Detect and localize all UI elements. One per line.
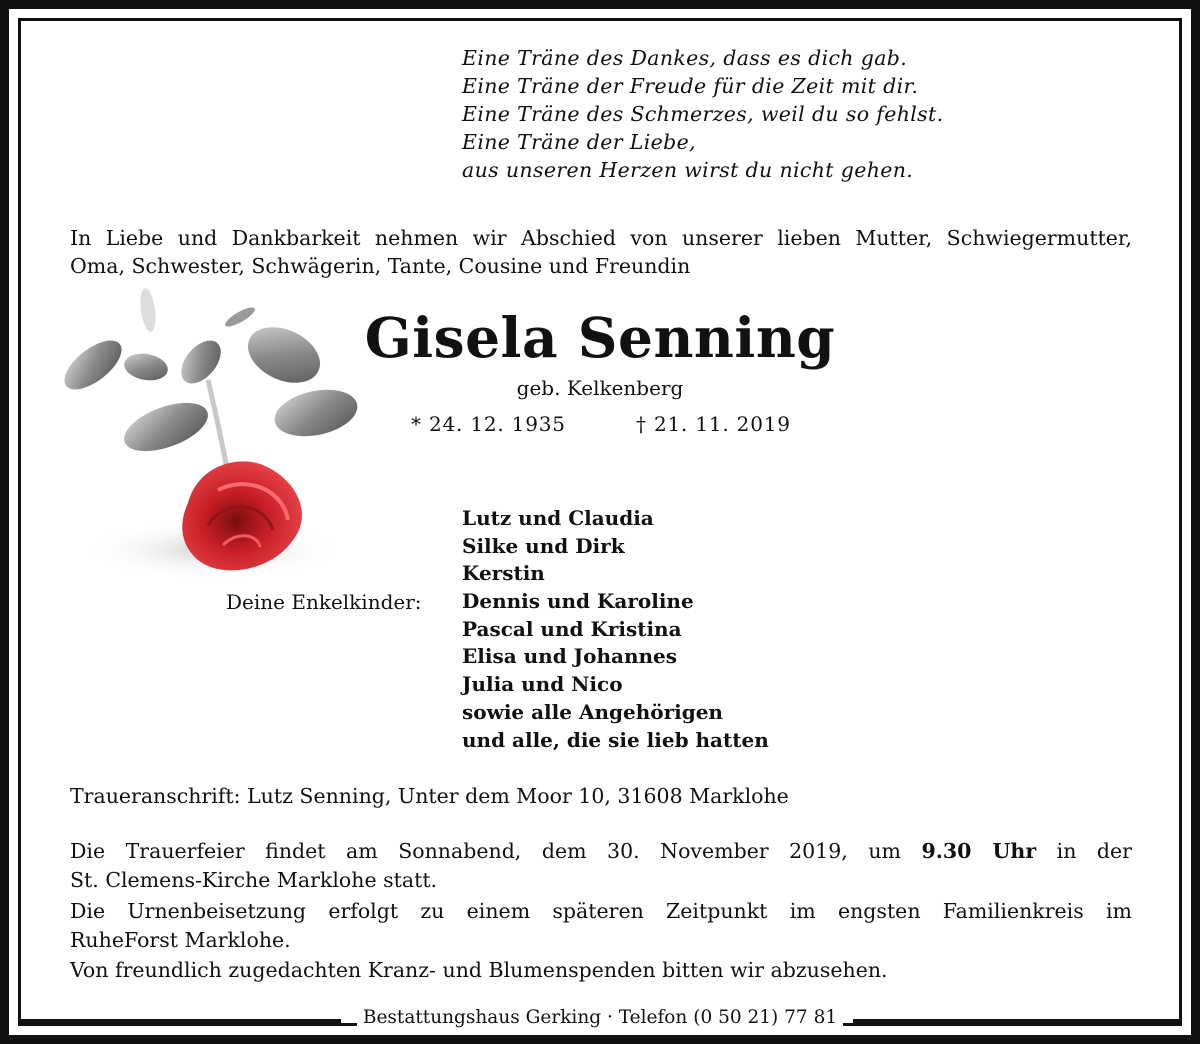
- mourning-address: Traueranschrift: Lutz Senning, Unter dem Moor 10, 31608 Marklohe: [70, 784, 789, 808]
- service-time: 9.30 Uhr: [921, 839, 1037, 863]
- mourner: Kerstin: [462, 561, 545, 586]
- poem-line: Eine Träne des Dankes, dass es dich gab.: [462, 46, 908, 70]
- intro-text: [70, 224, 1132, 280]
- service-text: in der: [1056, 839, 1132, 863]
- urn-info: [70, 897, 1132, 955]
- leaf: [118, 393, 214, 461]
- flowers-note: Von freundlich zugedachten Kranz- und Blumenspenden bitten wir abzusehen.: [70, 958, 888, 982]
- footer: [0, 1005, 1200, 1031]
- poem-line: Eine Träne der Freude für die Zeit mit dir.: [462, 74, 919, 98]
- mourner: Lutz und Claudia: [462, 506, 654, 530]
- poem-line: Eine Träne der Liebe,: [462, 130, 696, 154]
- mourner: Dennis und Karoline: [462, 589, 694, 614]
- mourner: Pascal und Kristina: [462, 616, 682, 641]
- death-date: † 21. 11. 2019: [636, 412, 791, 436]
- birth-name: geb. Kelkenberg: [516, 376, 684, 400]
- service-line: St. Clemens-Kirche Marklohe statt.: [70, 868, 438, 892]
- deceased-name: Gisela Senning: [364, 305, 836, 370]
- service-text: Die Trauerfeier findet am Sonnabend, dem 30. November 2019, um: [70, 839, 901, 863]
- poem-line: Eine Träne des Schmerzes, weil du so fehlst.: [462, 102, 944, 126]
- birth-date: * 24. 12. 1935: [411, 412, 566, 436]
- urn-line: Die Urnenbeisetzung erfolgt zu einem späteren Zeitpunkt im engsten Familienkreis im: [70, 899, 1132, 923]
- intro-line: Oma, Schwester, Schwägerin, Tante, Cousine und Freundin: [70, 254, 691, 278]
- urn-line: RuheForst Marklohe.: [70, 928, 291, 952]
- service-line: [70, 837, 1132, 866]
- poem: [462, 44, 943, 184]
- mourner: Julia und Nico: [462, 672, 623, 697]
- footer-text: Bestattungshaus Gerking · Telefon (0 50 21) 77 81: [357, 1007, 843, 1028]
- mourner: und alle, die sie lieb hatten: [462, 727, 769, 752]
- grandchildren-label: Deine Enkelkinder:: [226, 590, 422, 614]
- mourner: sowie alle Angehörigen: [462, 699, 723, 724]
- mourner: Silke und Dirk: [462, 533, 625, 558]
- service-info: [70, 837, 1132, 895]
- mourners-list: [462, 505, 769, 754]
- poem-line: aus unseren Herzen wirst du nicht gehen.: [462, 158, 914, 182]
- mourner: Elisa und Johannes: [462, 644, 678, 669]
- intro-line: In Liebe und Dankbarkeit nehmen wir Abschied von unserer lieben Mutter, Schwiegermutter,: [70, 226, 1132, 250]
